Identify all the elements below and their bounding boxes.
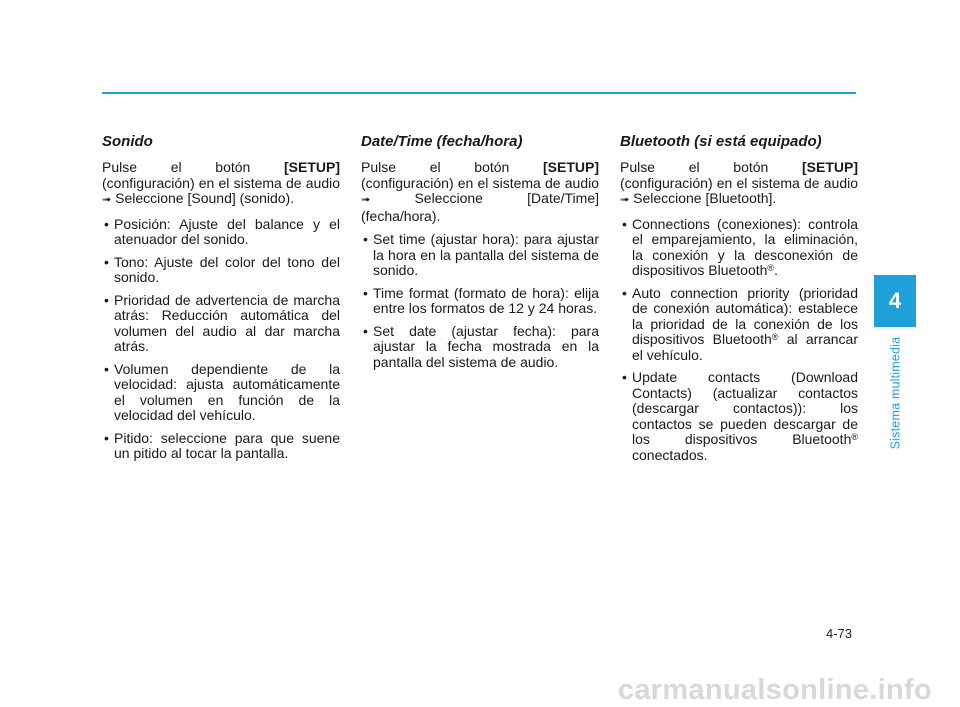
section-heading: Sonido xyxy=(102,133,153,150)
section-heading: Bluetooth (si está equipado) xyxy=(620,133,822,150)
watermark: carmanualsonline.info xyxy=(617,674,932,706)
section-intro: Pulse el botón [SETUP] (configuración) en el sistema de audio ➟ Seleccione [Sound] (sonido). xyxy=(102,159,340,206)
arrow-icon: ➟ xyxy=(102,194,112,206)
list-item: • Connections (conexiones): controla el emparejamiento, la eliminación, la conexión y la desconexión de dispositivos Bluetooth®. xyxy=(620,217,858,279)
header-rule xyxy=(102,92,856,94)
list-item: • Time format (formato de hora): elija entre los formatos de 12 y 24 horas. xyxy=(361,286,599,317)
chapter-label: Sistema multimedia xyxy=(888,336,903,449)
list-item: • Prioridad de advertencia de marcha atrás: Reducción automática del volumen del audio al dar marcha atrás. xyxy=(102,293,340,355)
list-item: • Tono: Ajuste del color del tono del sonido. xyxy=(102,255,340,286)
list-item: • Update contacts (Download Contacts) (actualizar contactos (descargar contactos)): los contactos se pueden descargar de los dispositivos Bluetooth® conectados. xyxy=(620,370,858,463)
bullet-list xyxy=(361,232,599,370)
chapter-label-box xyxy=(874,335,916,450)
bullet-list xyxy=(102,217,340,462)
arrow-icon: ➟ xyxy=(361,194,371,206)
bullet-list xyxy=(620,217,858,464)
list-item: • Pitido: seleccione para que suene un pitido al tocar la pantalla. xyxy=(102,431,340,462)
list-item: • Set date (ajustar fecha): para ajustar la fecha mostrada en la pantalla del sistema de audio. xyxy=(361,324,599,371)
page-number: 4-73 xyxy=(826,626,853,641)
section-bluetooth xyxy=(620,133,858,470)
setup-key: [SETUP] xyxy=(543,159,599,175)
section-intro: Pulse el botón [SETUP] (configuración) en el sistema de audio ➟ Seleccione [Bluetooth]. xyxy=(620,159,858,206)
section-intro: Pulse el botón [SETUP] (configuración) en el sistema de audio ➟ Seleccione [Date/Time] (fecha/hora). xyxy=(361,159,599,224)
registered-mark: ® xyxy=(767,263,775,273)
registered-mark: ® xyxy=(851,432,858,442)
section-date-time xyxy=(361,133,599,377)
chapter-tab xyxy=(874,275,916,327)
list-item: • Set time (ajustar hora): para ajustar la hora en la pantalla del sistema de sonido. xyxy=(361,232,599,279)
registered-mark: ® xyxy=(771,332,779,342)
arrow-icon: ➟ xyxy=(620,194,630,206)
section-heading: Date/Time (fecha/hora) xyxy=(361,133,523,150)
setup-key: [SETUP] xyxy=(284,159,340,175)
chapter-number: 4 xyxy=(888,288,902,313)
list-item: • Auto connection priority (prioridad de conexión automática): establece la prioridad de la conexión de los dispositivos Bluetooth® al arrancar el vehículo. xyxy=(620,286,858,364)
list-item: • Volumen dependiente de la velocidad: ajusta automáticamente el volumen en función de la velocidad del vehículo. xyxy=(102,362,340,424)
setup-key: [SETUP] xyxy=(802,159,858,175)
list-item: • Posición: Ajuste del balance y el atenuador del sonido. xyxy=(102,217,340,248)
section-sonido xyxy=(102,133,340,469)
